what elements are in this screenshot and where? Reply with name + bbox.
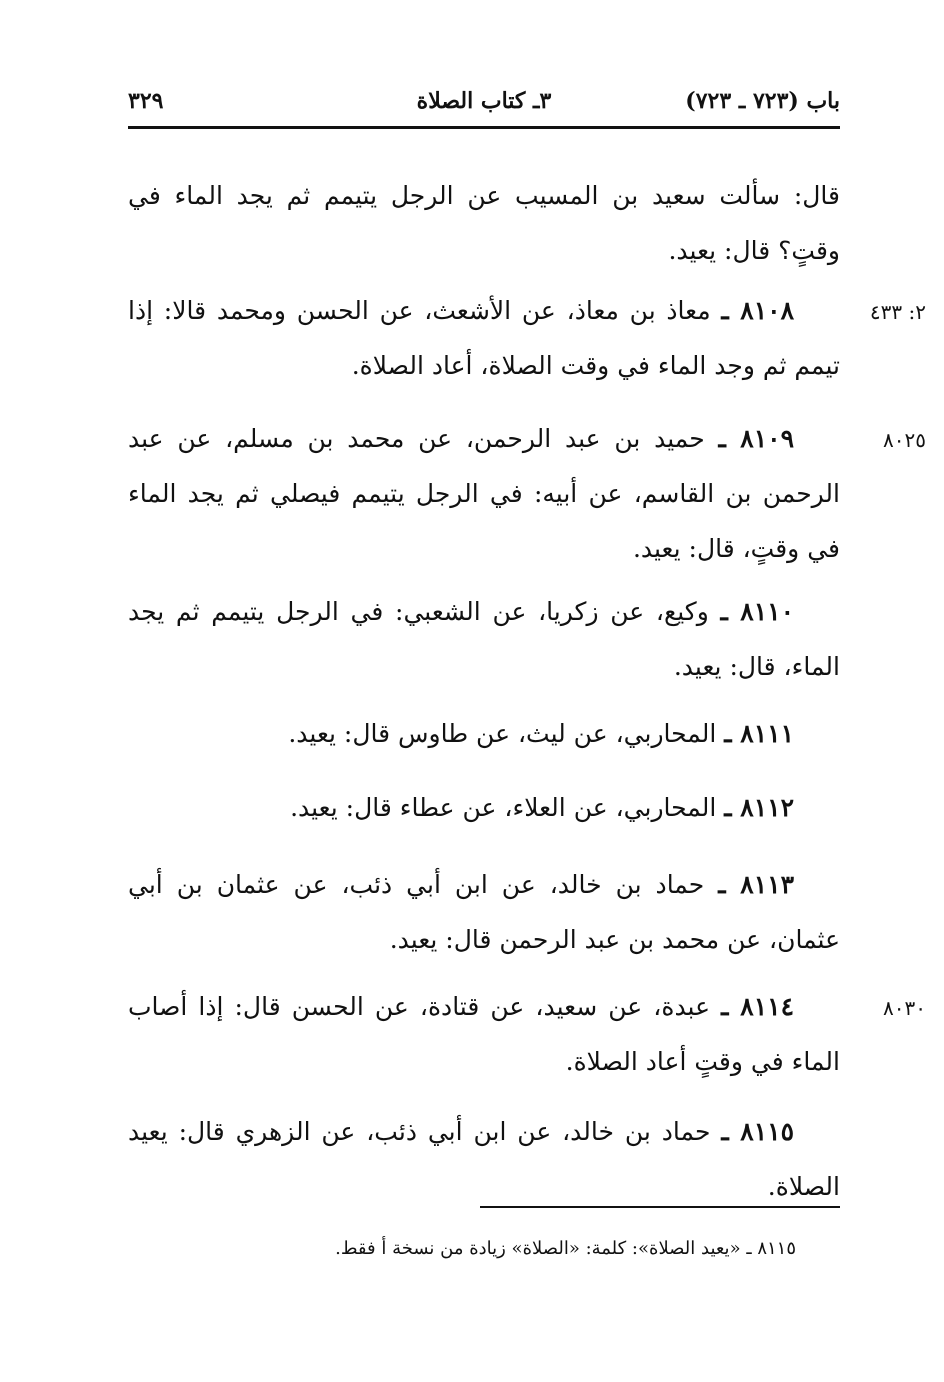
paragraph-text: حميد بن عبد الرحمن، عن محمد بن مسلم، عن عبد الرحمن بن القاسم، عن أبيه: في الرجل يتيمم فيصلي ثم يجد الماء في وقتٍ، قال: يعيد. bbox=[128, 424, 840, 563]
book-title: ٣ـ كتاب الصلاة bbox=[416, 88, 552, 114]
page-number: ٣٢٩ bbox=[128, 88, 164, 114]
paragraph-text: معاذ بن معاذ، عن الأشعث، عن الحسن ومحمد قالا: إذا تيمم ثم وجد الماء في وقت الصلاة، أعاد الصلاة. bbox=[128, 296, 840, 380]
paragraph-continuation bbox=[128, 168, 840, 278]
footnote bbox=[128, 1234, 796, 1264]
margin-reference: ٢: ٤٣٣ bbox=[869, 300, 926, 324]
paragraph-text: حماد بن خالد، عن ابن أبي ذئب، عن الزهري قال: يعيد الصلاة. bbox=[128, 1117, 840, 1201]
hadith-number: ٨١١١ ـ bbox=[724, 719, 794, 748]
hadith-number: ٨١٠٨ ـ bbox=[721, 296, 794, 325]
footnote-divider bbox=[480, 1206, 840, 1208]
paragraph-text: المحاربي، عن العلاء، عن عطاء قال: يعيد. bbox=[290, 793, 717, 822]
footnote-number: ٨١١٥ ـ bbox=[746, 1238, 796, 1259]
hadith-number: ٨١٠٩ ـ bbox=[718, 424, 795, 453]
hadith-number: ٨١١٠ ـ bbox=[720, 597, 795, 626]
paragraph-text: قال: سألت سعيد بن المسيب عن الرجل يتيمم ثم يجد الماء في وقتٍ؟ قال: يعيد. bbox=[128, 181, 840, 265]
hadith-8111 bbox=[128, 706, 840, 761]
running-header bbox=[128, 86, 840, 126]
paragraph-text: المحاربي، عن ليث، عن طاوس قال: يعيد. bbox=[288, 719, 717, 748]
hadith-8113 bbox=[128, 857, 840, 967]
chapter-heading: باب (٧٢٣ ـ ٧٢٣) bbox=[685, 88, 840, 114]
hadith-8115 bbox=[128, 1104, 840, 1214]
hadith-8112 bbox=[128, 780, 840, 835]
paragraph-text: حماد بن خالد، عن ابن أبي ذئب، عن عثمان بن أبي عثمان، عن محمد بن عبد الرحمن قال: يعيد. bbox=[128, 870, 840, 954]
hadith-8114 bbox=[128, 979, 840, 1089]
hadith-number: ٨١١٤ ـ bbox=[721, 992, 795, 1021]
footnote-text: «يعيد الصلاة»: كلمة: «الصلاة» زيادة من نسخة أ فقط. bbox=[335, 1238, 741, 1259]
hadith-number: ٨١١٣ ـ bbox=[718, 870, 794, 899]
paragraph-text: عبدة، عن سعيد، عن قتادة، عن الحسن قال: إذا أصاب الماء في وقتٍ أعاد الصلاة. bbox=[128, 992, 840, 1076]
paragraph-text: وكيع، عن زكريا، عن الشعبي: في الرجل يتيمم ثم يجد الماء، قال: يعيد. bbox=[128, 597, 840, 681]
header-divider bbox=[128, 126, 840, 129]
margin-reference: ٨٠٢٥ bbox=[883, 428, 926, 452]
hadith-number: ٨١١٢ ـ bbox=[724, 793, 794, 822]
hadith-8109 bbox=[128, 411, 840, 576]
hadith-8110 bbox=[128, 584, 840, 694]
margin-reference: ٨٠٣٠ bbox=[883, 996, 926, 1020]
hadith-8108 bbox=[128, 283, 840, 393]
hadith-number: ٨١١٥ ـ bbox=[721, 1117, 794, 1146]
